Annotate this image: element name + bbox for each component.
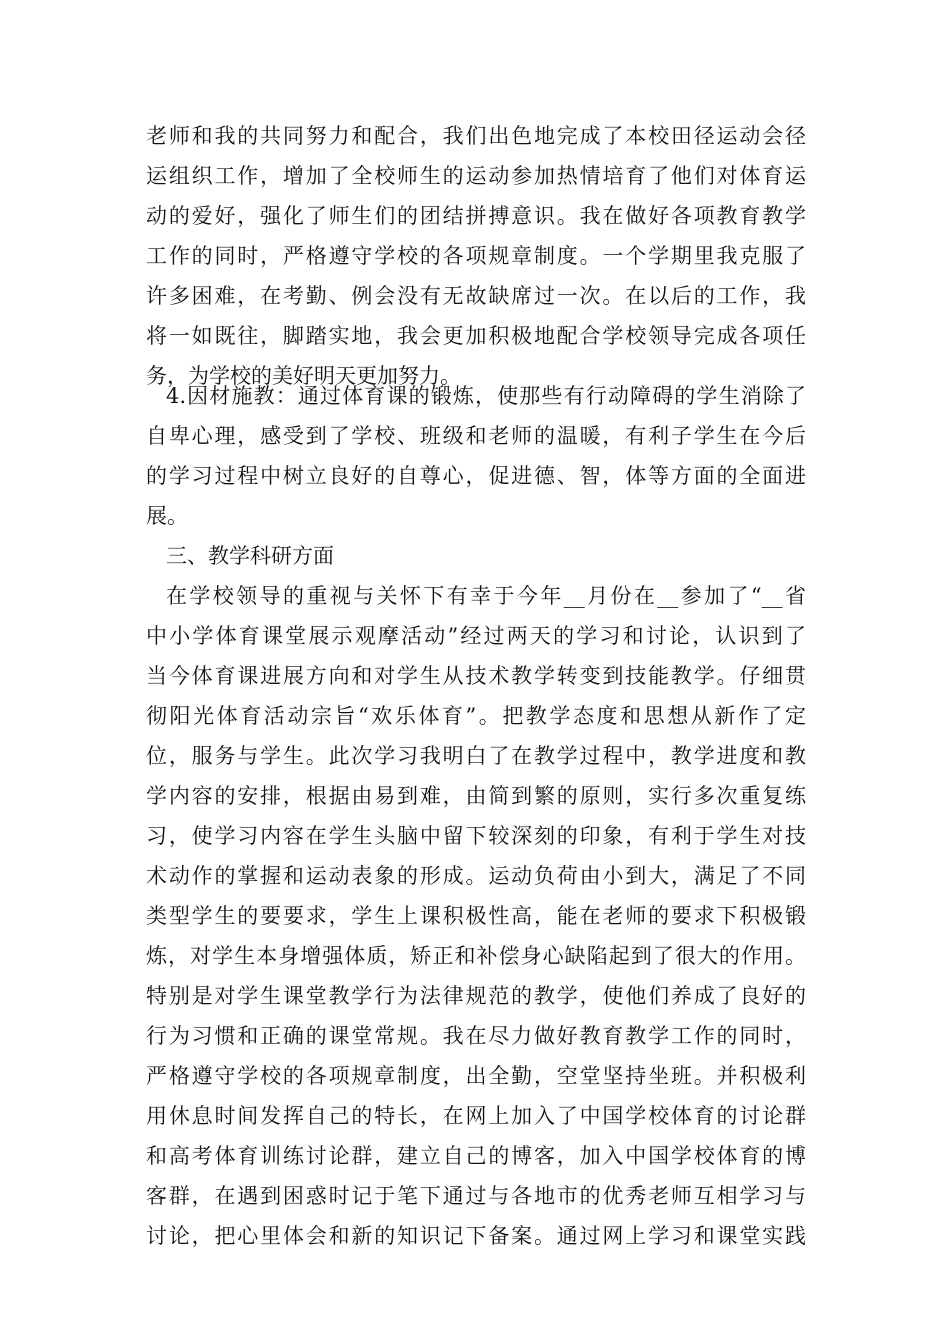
paragraph-line: 特别是对学生课堂教学行为法律规范的教学，使他们养成了良好的 bbox=[146, 984, 806, 1008]
paragraph-line: 位，服务与学生。此次学习我明白了在教学过程中，教学进度和教 bbox=[146, 744, 806, 768]
paragraph-line: 炼，对学生本身增强体质，矫正和补偿身心缺陷起到了很大的作用。 bbox=[146, 944, 806, 968]
paragraph-line: 客群，在遇到困惑时记于笔下通过与各地市的优秀老师互相学习与 bbox=[146, 1184, 806, 1208]
paragraph-line: 工作的同时，严格遵守学校的各项规章制度。一个学期里我克服了 bbox=[146, 244, 806, 268]
paragraph-line: 彻阳光体育活动宗旨“欢乐体育”。把教学态度和思想从新作了定 bbox=[146, 704, 806, 728]
paragraph-line: 和高考体育训练讨论群，建立自己的博客，加入中国学校体育的博 bbox=[146, 1144, 806, 1168]
paragraph-line: 术动作的掌握和运动表象的形成。运动负荷由小到大，满足了不同 bbox=[146, 864, 806, 888]
paragraph-line: 许多困难，在考勤、例会没有无故缺席过一次。在以后的工作，我 bbox=[146, 284, 806, 308]
paragraph-line: 自卑心理，感受到了学校、班级和老师的温暖，有利子学生在今后 bbox=[146, 424, 806, 448]
paragraph-line: 当今体育课进展方向和对学生从技术教学转变到技能教学。仔细贯 bbox=[146, 664, 806, 688]
paragraph-line: 用休息时间发挥自己的特长，在网上加入了中国学校体育的讨论群 bbox=[146, 1104, 806, 1128]
paragraph-line: 动的爱好，强化了师生们的团结拼搏意识。我在做好各项教育教学 bbox=[146, 204, 806, 228]
paragraph-line: 将一如既往，脚踏实地，我会更加积极地配合学校领导完成各项任 bbox=[146, 324, 806, 348]
paragraph-line: 习，使学习内容在学生头脑中留下较深刻的印象，有利于学生对技 bbox=[146, 824, 806, 848]
paragraph-line: 类型学生的要要求，学生上课积极性高，能在老师的要求下积极锻 bbox=[146, 904, 806, 928]
paragraph-line: 中小学体育课堂展示观摩活动”经过两天的学习和讨论，认识到了 bbox=[146, 624, 806, 648]
paragraph-line: 运组织工作，增加了全校师生的运动参加热情培育了他们对体育运 bbox=[146, 164, 806, 188]
paragraph-line: 行为习惯和正确的课堂常规。我在尽力做好教育教学工作的同时， bbox=[146, 1024, 806, 1048]
paragraph-line: 在学校领导的重视与关怀下有幸于今年__月份在__参加了“__省 bbox=[166, 584, 806, 608]
paragraph-line: 讨论，把心里体会和新的知识记下备案。通过网上学习和课堂实践 bbox=[146, 1224, 806, 1248]
paragraph-line: 老师和我的共同努力和配合，我们出色地完成了本校田径运动会径 bbox=[146, 124, 806, 148]
section-heading: 三、教学科研方面 bbox=[166, 544, 334, 568]
paragraph-line: 学内容的安排，根据由易到难，由简到繁的原则，实行多次重复练 bbox=[146, 784, 806, 808]
list-item-line: 4.因材施教：通过体育课的锻炼，使那些有行动障碍的学生消除了 bbox=[166, 384, 806, 408]
paragraph-line: 展。 bbox=[146, 504, 188, 528]
paragraph-line: 的学习过程中树立良好的自尊心，促进德、智，体等方面的全面进 bbox=[146, 464, 806, 488]
paragraph-line: 严格遵守学校的各项规章制度，出全勤，空堂坚持坐班。并积极利 bbox=[146, 1064, 806, 1088]
paragraph-line: 务，为学校的美好明天更加努力。 bbox=[146, 364, 461, 388]
